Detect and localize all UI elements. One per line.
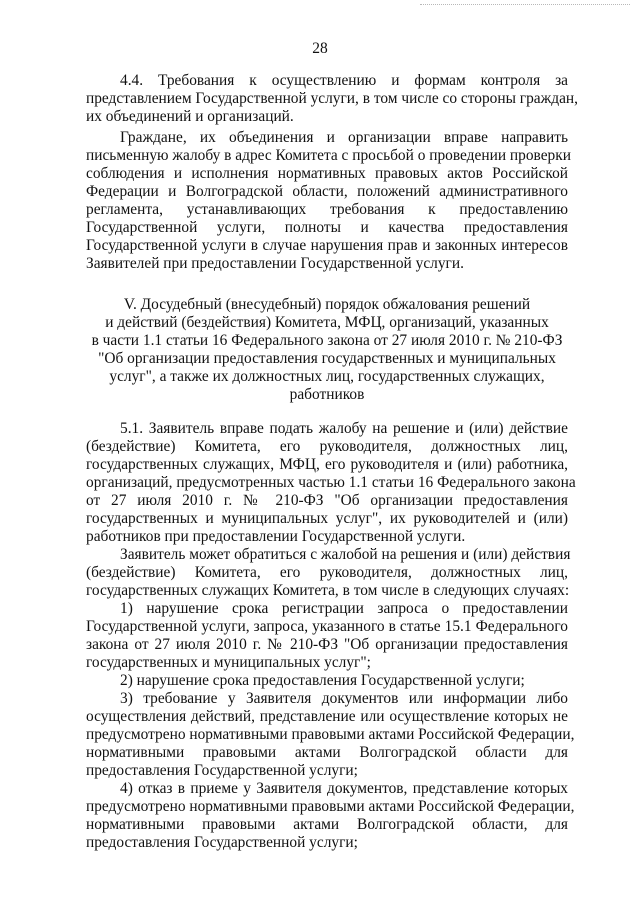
text-line: нормативными правовыми актами Волгоградской области, для: [86, 816, 568, 833]
text-line: представлением Государственной услуги, в том числе со стороны граждан,: [86, 90, 578, 107]
text-line: Заявителей при предоставлении Государственной услуги.: [86, 255, 464, 272]
text-line: государственных служащих Комитета, в том числе в следующих случаях:: [86, 582, 570, 599]
text-line: Государственной услуги, запроса, указанного в статье 15.1 Федерального: [86, 618, 568, 635]
page-number: 28: [312, 40, 328, 57]
text-line: работников при предоставлении Государственной услуги.: [86, 528, 466, 545]
text-line: организаций, предусмотренных частью 1.1 статьи 16 Федерального закона: [86, 474, 576, 491]
heading-line: услуг", а также их должностных лиц, государственных служащих,: [109, 368, 545, 385]
text-line: закона от 27 июля 2010 г. № 210-ФЗ "Об организации предоставления: [86, 636, 568, 653]
text-line: нормативными правовыми актами Волгоградской области для: [86, 744, 568, 761]
text-line: государственных служащих, МФЦ, его руководителя и (или) работника,: [86, 456, 568, 473]
heading-line: "Об организации предоставления государственных и муниципальных: [98, 350, 556, 367]
text-line: (бездействие) Комитета, его руководителя, должностных лиц,: [86, 564, 568, 581]
text-line: предусмотрено нормативными правовыми актами Российской Федерации,: [86, 798, 575, 815]
text-line: предоставления Государственной услуги;: [86, 762, 358, 779]
top-edge-rule: [420, 4, 630, 5]
text-line: Заявитель может обратиться с жалобой на решения и (или) действия: [120, 546, 571, 563]
text-line: их объединений и организаций.: [86, 108, 294, 125]
text-line: 4) отказ в приеме у Заявителя документов, представление которых: [120, 780, 568, 797]
text-line: предусмотрено нормативными правовыми актами Российской Федерации,: [86, 726, 575, 743]
text-line: 5.1. Заявитель вправе подать жалобу на решение и (или) действие: [120, 420, 568, 437]
text-line: Федерации и Волгоградской области, положений административного: [86, 183, 568, 200]
text-line: Государственной услуги, полноты и качества предоставления: [86, 219, 568, 236]
heading-line: в части 1.1 статьи 16 Федерального закона от 27 июля 2010 г. № 210-ФЗ: [91, 332, 563, 349]
text-line: от 27 июля 2010 г. № 210-ФЗ "Об организации предоставления: [86, 492, 568, 509]
text-line: соблюдения и исполнения нормативных правовых актов Российской: [86, 165, 568, 182]
text-line: государственных и муниципальных услуг";: [86, 654, 371, 671]
text-line: 1) нарушение срока регистрации запроса о предоставлении: [120, 600, 568, 617]
text-line: государственных и муниципальных услуг", их руководителей и (или): [86, 510, 568, 527]
text-line: регламента, устанавливающих требования к предоставлению: [86, 201, 568, 218]
heading-line: и действий (бездействия) Комитета, МФЦ, организаций, указанных: [105, 314, 549, 331]
text-line: осуществления действий, представление или осуществление которых не: [86, 708, 568, 725]
text-line: предоставления Государственной услуги;: [86, 834, 358, 851]
text-line: 3) требование у Заявителя документов или информации либо: [120, 690, 568, 707]
text-line: (бездействие) Комитета, его руководителя, должностных лиц,: [86, 438, 568, 455]
text-line: письменную жалобу в адрес Комитета с просьбой о проведении проверки: [86, 147, 571, 164]
text-line: Граждане, их объединения и организации вправе направить: [120, 129, 568, 146]
text-line: 2) нарушение срока предоставления Государственной услуги;: [120, 672, 525, 689]
text-line: 4.4. Требования к осуществлению и формам контроля за: [120, 72, 568, 89]
text-line: Государственной услуги в случае нарушения прав и законных интересов: [86, 237, 568, 254]
heading-line: V. Досудебный (внесудебный) порядок обжалования решений: [123, 296, 531, 313]
heading-line: работников: [289, 386, 365, 403]
